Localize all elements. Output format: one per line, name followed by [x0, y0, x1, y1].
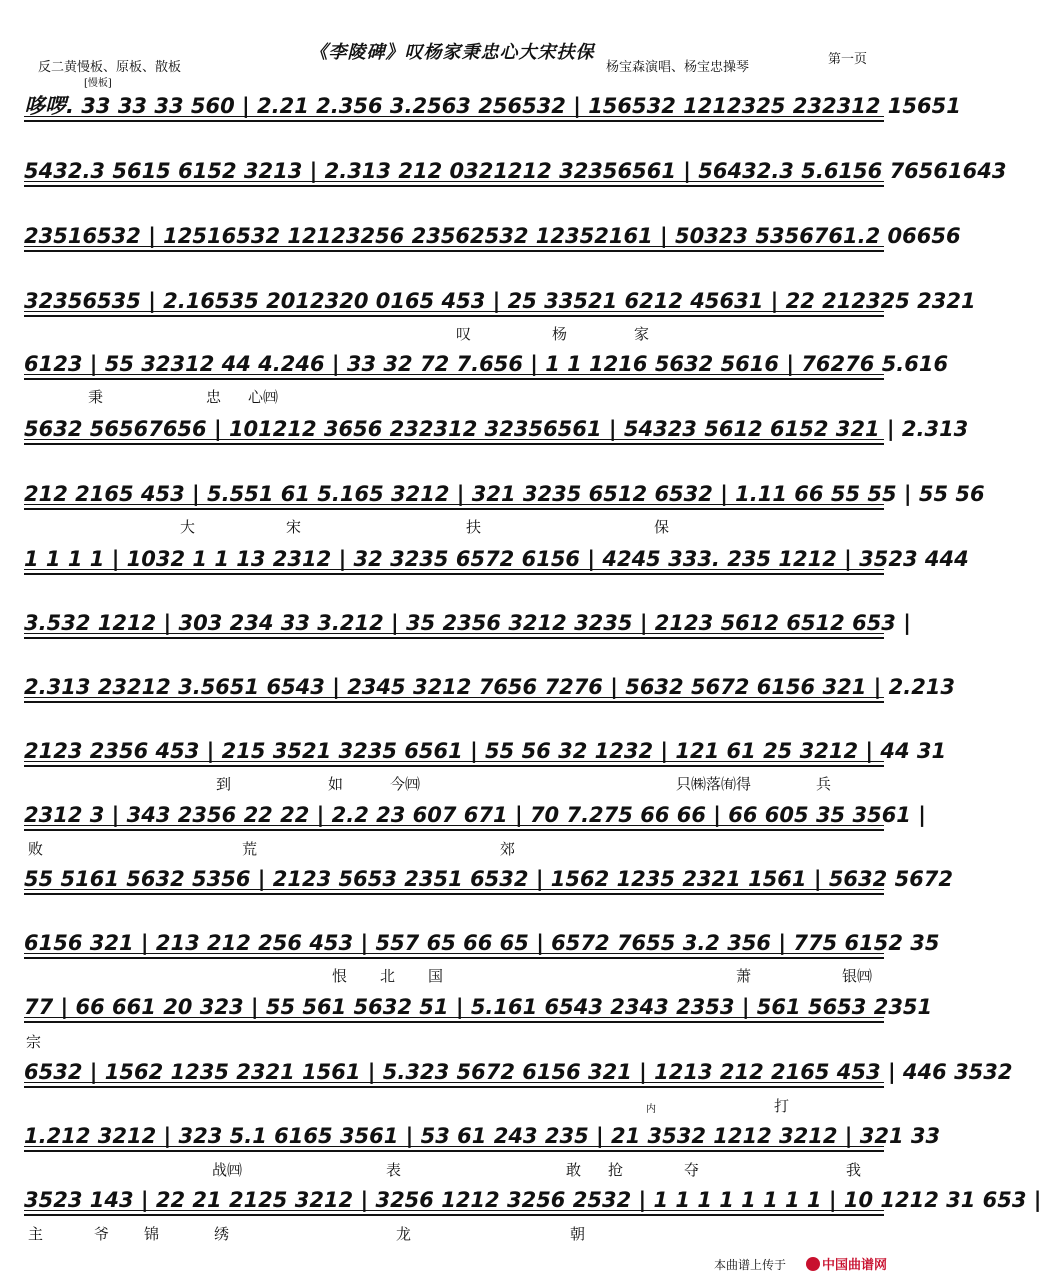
- lyric: 兵: [816, 775, 832, 793]
- score-row: 32356535 | 2.16535 2012320 0165 453 | 25 33521 6212 45631 | 22 212325 2321: [24, 287, 884, 317]
- score-row: 23516532 | 12516532 12123256 23562532 12352161 | 50323 5356761.2 06656: [24, 222, 884, 252]
- lyric: 敢: [566, 1161, 582, 1179]
- lyric: 只㈱落㈲得: [676, 775, 752, 793]
- lyric: 宗: [26, 1033, 42, 1051]
- lyric: 夺: [684, 1161, 700, 1179]
- lyric: 秉: [88, 388, 104, 406]
- score-row: 2123 2356 453 | 215 3521 3235 6561 | 55 56 32 1232 | 121 61 25 3212 | 44 31: [24, 737, 884, 767]
- lyric: 锦: [144, 1225, 160, 1243]
- score-row: 55 5161 5632 5356 | 2123 5653 2351 6532 | 1562 1235 2321 1561 | 5632 5672: [24, 865, 884, 895]
- lyric: 北: [380, 967, 396, 985]
- lyric: 扶: [466, 518, 482, 536]
- lyric: 我: [846, 1161, 862, 1179]
- score-row: 6532 | 1562 1235 2321 1561 | 5.323 5672 6156 321 | 1213 212 2165 453 | 446 3532: [24, 1058, 884, 1088]
- lyric: 表: [386, 1161, 402, 1179]
- lyric: 叹: [456, 325, 472, 343]
- logo-mark-icon: [806, 1257, 820, 1271]
- page-number: 第一页: [828, 52, 868, 67]
- score-row: 2312 3 | 343 2356 22 22 | 2.2 23 607 671 | 70 7.275 66 66 | 66 605 35 3561 |: [24, 801, 884, 831]
- lyric: 朝: [570, 1225, 586, 1243]
- lyric: 今㈣: [390, 775, 421, 793]
- lyric: 战㈣: [212, 1161, 243, 1179]
- credits-label: 杨宝森演唱、杨宝忠操琴: [606, 60, 750, 75]
- lyric: 主: [28, 1225, 44, 1243]
- score-row: 1 1 1 1 | 1032 1 1 13 2312 | 32 3235 6572 6156 | 4245 333. 235 1212 | 3523 444: [24, 545, 884, 575]
- lyric: 恨: [332, 967, 348, 985]
- lyric: 心㈣: [248, 388, 279, 406]
- lyric: 到: [216, 775, 232, 793]
- score-row: 212 2165 453 | 5.551 61 5.165 3212 | 321 3235 6512 6532 | 1.11 66 55 55 | 55 56: [24, 480, 884, 510]
- score-row: 77 | 66 661 20 323 | 55 561 5632 51 | 5.161 6543 2343 2353 | 561 5653 2351: [24, 993, 884, 1023]
- lyric: 家: [634, 325, 650, 343]
- lyric: 爷: [94, 1225, 110, 1243]
- upload-note: 本曲谱上传于: [714, 1258, 787, 1272]
- site-logo: [806, 1254, 887, 1273]
- site-name: 中国曲谱网: [822, 1258, 888, 1273]
- lyric: 抢: [608, 1161, 624, 1179]
- score-row: 5432.3 5615 6152 3213 | 2.313 212 0321212 32356561 | 56432.3 5.6156 76561643: [24, 157, 884, 187]
- score-row: 1.212 3212 | 323 5.1 6165 3561 | 53 61 243 235 | 21 3532 1212 3212 | 321 33: [24, 1122, 884, 1152]
- lyric: 杨: [552, 325, 568, 343]
- lyric: 内: [646, 1104, 656, 1115]
- score-row: 2.313 23212 3.5651 6543 | 2345 3212 7656 7276 | 5632 5672 6156 321 | 2.213: [24, 673, 884, 703]
- lyric: 保: [654, 518, 670, 536]
- lyric: 银㈣: [842, 967, 873, 985]
- lyric: 宋: [286, 518, 302, 536]
- tempo-mark: [慢板]: [84, 78, 112, 89]
- lyric: 龙: [396, 1225, 412, 1243]
- score-row: 6123 | 55 32312 44 4.246 | 33 32 72 7.656 | 1 1 1216 5632 5616 | 76276 5.616: [24, 350, 884, 380]
- lyric: 国: [428, 967, 444, 985]
- score-row: 6156 321 | 213 212 256 453 | 557 65 66 65 | 6572 7655 3.2 356 | 775 6152 35: [24, 929, 884, 959]
- lyric: 忠: [206, 388, 222, 406]
- score-row: 3.532 1212 | 303 234 33 3.212 | 35 2356 3212 3235 | 2123 5612 6512 653 |: [24, 609, 884, 639]
- score-row: 3523 143 | 22 21 2125 3212 | 3256 1212 3256 2532 | 1 1 1 1 1 1 1 1 | 10 1212 31 653 |: [24, 1186, 884, 1216]
- page-title: 《李陵碑》叹杨家秉忠心大宋扶保: [309, 42, 595, 63]
- lyric: 大: [180, 518, 196, 536]
- lyric: 萧: [736, 967, 752, 985]
- lyric: 败: [28, 840, 44, 858]
- score-row: 5632 56567656 | 101212 3656 232312 32356561 | 54323 5612 6152 321 | 2.313: [24, 415, 884, 445]
- mode-label: 反二黄慢板、原板、散板: [38, 60, 182, 75]
- lyric: 打: [774, 1097, 790, 1115]
- lyric: 如: [328, 775, 344, 793]
- lyric: 郊: [500, 840, 516, 858]
- lyric: 绣: [214, 1225, 230, 1243]
- score-row: 哆啰. 33 33 33 560 | 2.21 2.356 3.2563 256532 | 156532 1212325 232312 15651: [24, 92, 884, 122]
- lyric: 荒: [242, 840, 258, 858]
